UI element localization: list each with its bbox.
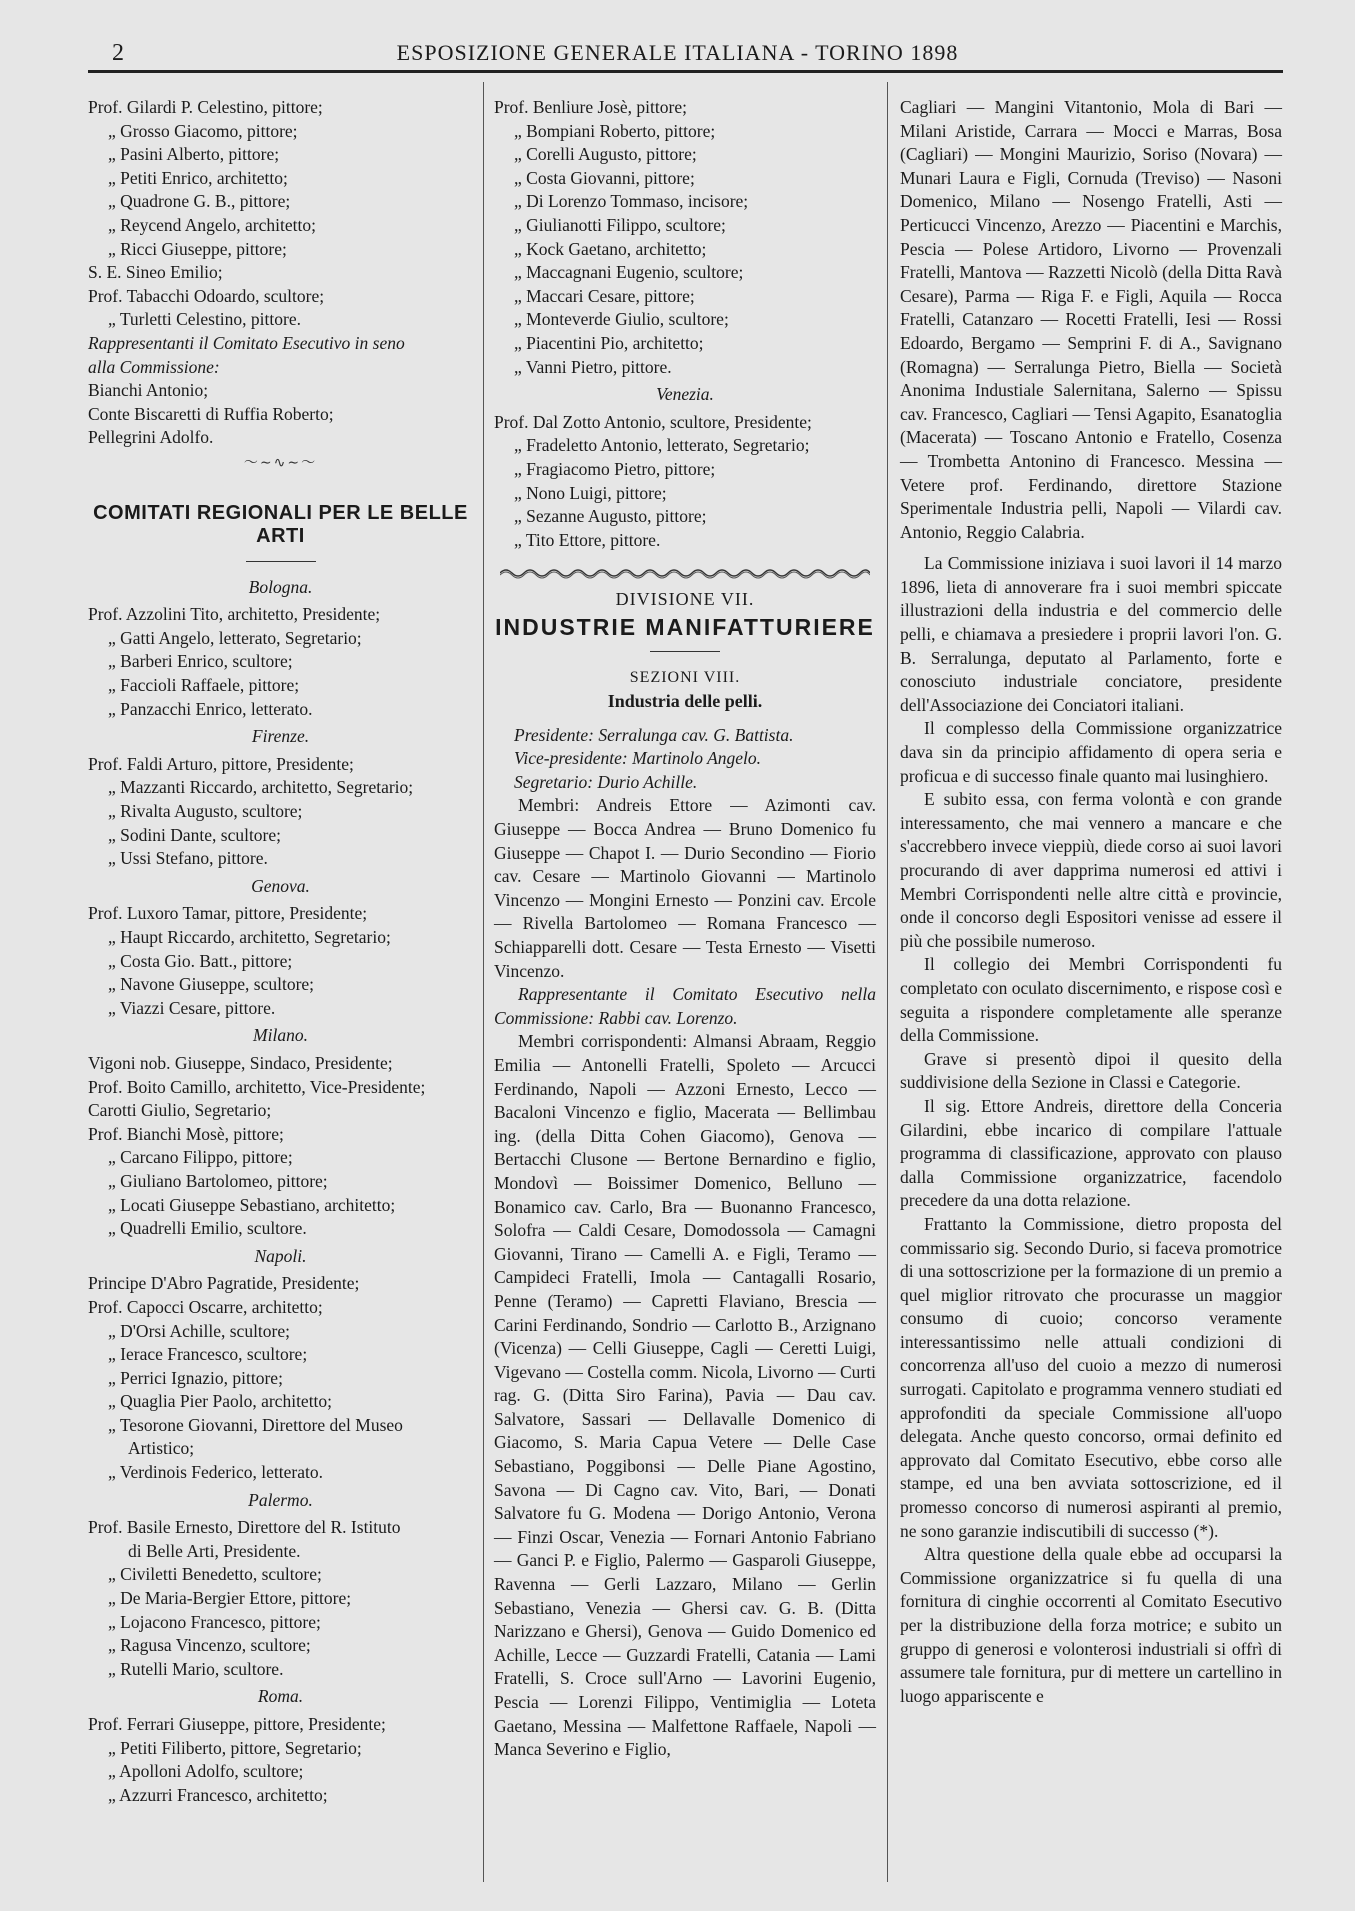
list-item: Prof. Luxoro Tamar, pittore, Presidente;: [88, 903, 368, 924]
list-item: „ Corelli Augusto, pittore;: [514, 144, 697, 165]
representatives-heading-cont: alla Commissione:: [88, 356, 220, 377]
body-paragraph: E subito essa, con ferma volontà e con grande interessamento, che mai vennero a mancare e che s'accrebbero invece vieppiù, diede corso ai suoi lavori procurando di aver dapprima numerosi ed attivi i Membri Corrispondenti nelle altre città e provincie, onde il concorso degli Espositori venisse ad essere il più che possibile numeroso.: [900, 789, 1282, 951]
column-divider: [887, 82, 888, 1882]
body-paragraph: Frattanto la Commissione, dietro proposta del commissario sig. Secondo Durio, si faceva promotrice di una sottoscrizione per la formazione di un premio a quel miglior ritrovato che procurasse un maggior consumo di cuoio; concorso veramente interessantissimo nelle attuali condizioni di concorrenza all'uso del cuoio a mezzo di numerosi surrogati. Capitolato e programma vennero studiati ed approfonditi da speciale Commissione all'uopo delegata. Anche questo concorso, ormai definito ed approvato dal Comitato Esecutivo, ebbe corso alle stampe, ed una ben avviata sottoscrizione, ed il promesso concorso di numerosi aspiranti al premio, ne sono garanzie indiscutibili di successo (*).: [900, 1213, 1282, 1541]
list-item: „ Nono Luigi, pittore;: [514, 482, 667, 503]
list-item: Prof. Gilardi P. Celestino, pittore;: [88, 97, 323, 117]
list-item: „ Perrici Ignazio, pittore;: [108, 1367, 283, 1388]
list-item: „ Turletti Celestino, pittore.: [108, 309, 301, 330]
corresponding-members-paragraph: Membri corrispondenti: Almansi Abraam, Reggio Emilia — Antonelli Fratelli, Spoleto — Arcucci Ferdinando, Napoli — Azzoni Ernesto, Lecco — Bacaloni Vincenzo e figlio, Macerata — Bellimbau ing. (della Ditta Cohen Giacomo), Genova — Bertacchi Clusone — Bertone Bernardino e figlio, Mondovì — Boissimer Domenico, Belluno — Bonamico cav. Carlo, Bra — Buonanno Francesco, Solofra — Caldi Cesare, Domodossola — Camagni Giovanni, Tirano — Camelli A. e Figli, Teramo — Campideci Fratelli, Imola — Cantagalli Rosario, Penne (Teramo) — Capretti Flaviano, Brescia — Carini Ferdinando, Sondrio — Carlotto B., Arzignano (Vicenza) — Celli Giuseppe, Cagli — Ceretti Luigi, Vigevano — Costella comm. Nicola, Livorno — Curti rag. G. (Ditta Siro Farina), Pavia — Dau cav. Salvatore, Sassari — Dellavalle Domenico di Giacomo, S. Maria Capua Vetere — Delle Case Sebastiano, Poggibonsi — Delle Piane Agostino, Savona — Di Cagno cav. Vito, Bari, — Donati Salvatore fu G. Modena — Dorigo Antonio, Verona — Finzi Oscar, Venezia — Fornari Antonio Fabriano — Ganci P. e Figlio, Palermo — Gasparoli Giuseppe, Ravenna — Gerli Lazzaro, Milano — Gerlin Sebastiano, Venezia — Ghersi cav. G. B. (Ditta Narizzano e Ghersi), Genova — Guido Domenico ed Achille, Lecce — Guzzardi Fratelli, Catania — Lami Fratelli, S. Croce sull'Arno — Lavorini Eugenio, Pescia — Lorenzi Filippo, Ventimiglia — Loteta Gaetano, Messina — Malfettone Raffaele, Napoli — Manca Severino e Figlio,: [494, 1031, 876, 1760]
president-line: Presidente: Serralunga cav. G. Battista.: [514, 724, 794, 745]
list-item: „ Fradeletto Antonio, letterato, Segretario;: [514, 435, 810, 456]
city-heading: Napoli.: [254, 1245, 307, 1266]
list-item: „ Grosso Giacomo, pittore;: [108, 120, 298, 141]
list-item: „ Ierace Francesco, scultore;: [108, 1344, 308, 1365]
list-item: „ Ricci Giuseppe, pittore;: [108, 238, 287, 259]
representatives-heading: Rappresentanti il Comitato Esecutivo in seno: [88, 332, 405, 353]
list-item: Prof. Ferrari Giuseppe, pittore, Presidente;: [88, 1714, 386, 1734]
list-item: „ Civiletti Benedetto, scultore;: [108, 1564, 322, 1585]
vice-president-line: Vice-presidente: Martinolo Angelo.: [514, 748, 762, 769]
list-item: Prof. Basile Ernesto, Direttore del R. Istituto: [88, 1517, 401, 1538]
representative-paragraph: Rappresentante il Comitato Esecutivo nella Commissione: Rabbi cav. Lorenzo.: [494, 984, 876, 1028]
list-item: Prof. Bianchi Mosè, pittore;: [88, 1123, 284, 1144]
list-item: Artistico;: [128, 1438, 195, 1459]
city-heading: Milano.: [253, 1025, 308, 1046]
city-heading: Genova.: [251, 875, 310, 896]
list-item: Prof. Tabacchi Odoardo, scultore;: [88, 285, 325, 306]
list-item: „ Monteverde Giulio, scultore;: [514, 309, 729, 330]
list-item: „ Fragiacomo Pietro, pittore;: [514, 458, 716, 479]
list-item: „ Rutelli Mario, scultore.: [108, 1658, 284, 1679]
list-item: Prof. Azzolini Tito, architetto, Presidente;: [88, 604, 381, 625]
list-item: „ Faccioli Raffaele, pittore;: [108, 675, 300, 696]
header-rule: [88, 70, 1283, 73]
list-item: „ Quadrone G. B., pittore;: [108, 191, 291, 212]
column-right: [900, 96, 1282, 1708]
list-item: „ Navone Giuseppe, scultore;: [108, 974, 315, 995]
list-item: Prof. Boito Camillo, architetto, Vice-Presidente;: [88, 1076, 426, 1097]
list-item: Prof. Capocci Oscarre, architetto;: [88, 1296, 323, 1317]
list-item: „ Pasini Alberto, pittore;: [108, 144, 280, 165]
list-item: „ Verdinois Federico, letterato.: [108, 1462, 323, 1483]
list-item: di Belle Arti, Presidente.: [128, 1540, 301, 1561]
corresponding-members-continuation: Cagliari — Mangini Vitantonio, Mola di Bari — Milani Aristide, Carrara — Mocci e Marras, Bosa (Cagliari) — Mongini Maurizio, Soriso (Novara) — Munari Laura e Figli, Cornuda (Treviso) — Nasoni Domenico, Milano — Nosengo Fratelli, Asti — Perticucci Vincenzo, Arezzo — Piacentini e Marchis, Pescia — Polese Artidoro, Livorno — Provenzali Fratelli, Mantova — Razzetti Nicolò (della Ditta Ravà Cesare), Parma — Riga F. e Figli, Aquila — Rocca Fratelli, Catanzaro — Rocetti Fratelli, Iesi — Rossi Edoardo, Bergamo — Semprini F. di A., Savignano (Romagna) — Serralunga Pietro, Biella — Società Anonima Industiale Salernitana, Salerno — Spissu cav. Francesco, Cagliari — Tensi Agapito, Esanatoglia (Macerata) — Toscano Antonio e Fratello, Cosenza — Trombetta Antonino di Francesco. Messina — Vetere prof. Ferdinando, direttore Stazione Sperimentale Industria pelli, Napoli — Vilardi cav. Antonio, Reggio Calabria.: [900, 97, 1282, 542]
list-item: „ Bompiani Roberto, pittore;: [514, 120, 716, 141]
short-rule: [246, 561, 316, 562]
body-paragraph: Il collegio dei Membri Corrispondenti fu completato con oculato discernimento, e rispose così e seguita a rispondere completamente alle speranze della Commissione.: [900, 954, 1282, 1046]
body-paragraph: Il sig. Ettore Andreis, direttore della Conceria Gilardini, ebbe incarico di compilare l'attuale programma di classificazione, approvato con plauso dalla Commissione organizzatrice, facendolo precedere da una dotta relazione.: [900, 1095, 1282, 1211]
division-label: DIVISIONE VII.: [615, 589, 755, 610]
list-item: „ Rivalta Augusto, scultore;: [108, 801, 303, 822]
section-label: SEZIONI VIII.: [629, 669, 741, 687]
list-item: Bianchi Antonio;: [88, 380, 209, 401]
list-item: „ Piacentini Pio, architetto;: [514, 332, 704, 353]
city-heading: Venezia.: [656, 384, 714, 405]
list-item: „ Quaglia Pier Paolo, architetto;: [108, 1391, 333, 1412]
body-paragraph: Il complesso della Commissione organizzatrice dava sin da principio affidamento di opera seria e proficua e di successo finale quanto mai lusinghiero.: [900, 718, 1282, 786]
list-item: „ Vanni Pietro, pittore.: [514, 356, 672, 377]
list-item: „ Lojacono Francesco, pittore;: [108, 1611, 321, 1632]
body-paragraph: Grave si presentò dipoi il quesito della suddivisione della Sezione in Classi e Categorie.: [900, 1048, 1282, 1093]
list-item: „ Tesorone Giovanni, Direttore del Museo: [108, 1414, 403, 1435]
list-item: „ Costa Giovanni, pittore;: [514, 167, 695, 188]
list-item: Principe D'Abro Pagratide, Presidente;: [88, 1273, 360, 1294]
list-item: „ Sezanne Augusto, pittore;: [514, 506, 707, 527]
list-item: „ Tito Ettore, pittore.: [514, 529, 661, 550]
section-heading: COMITATI REGIONALI PER LE BELLE ARTI: [93, 501, 468, 548]
list-item: „ Azzurri Francesco, architetto;: [108, 1784, 328, 1805]
list-item: Prof. Benliure Josè, pittore;: [494, 97, 687, 117]
column-middle: [494, 96, 876, 1762]
ornament-divider: [494, 562, 876, 574]
list-item: „ Petiti Enrico, architetto;: [108, 167, 288, 188]
list-item: „ Costa Gio. Batt., pittore;: [108, 950, 293, 971]
list-item: „ Maccagnani Eugenio, scultore;: [514, 262, 744, 283]
list-item: „ D'Orsi Achille, scultore;: [108, 1320, 290, 1341]
list-item: „ Mazzanti Riccardo, architetto, Segretario;: [108, 777, 414, 798]
list-item: „ Gatti Angelo, letterato, Segretario;: [108, 627, 362, 648]
list-item: Vigoni nob. Giuseppe, Sindaco, Presidente;: [88, 1052, 393, 1073]
list-item: „ Viazzi Cesare, pittore.: [108, 997, 276, 1018]
list-item: „ Sodini Dante, scultore;: [108, 824, 282, 845]
list-item: „ Ragusa Vincenzo, scultore;: [108, 1635, 311, 1656]
list-item: „ Haupt Riccardo, architetto, Segretario;: [108, 927, 391, 947]
list-item: „ Di Lorenzo Tommaso, incisore;: [514, 191, 749, 212]
list-item: „ Maccari Cesare, pittore;: [514, 285, 695, 306]
list-item: Prof. Faldi Arturo, pittore, Presidente;: [88, 753, 354, 774]
list-item: „ Petiti Filiberto, pittore, Segretario;: [108, 1737, 362, 1758]
members-paragraph: Membri: Andreis Ettore — Azimonti cav. Giuseppe — Bocca Andrea — Bruno Domenico fu Giuseppe — Chapot I. — Durio Secondino — Fiorio cav. Cesare — Martinolo Giovanni — Martinolo Vincenzo — Mongini Ernesto — Ponzini cav. Ercole — Rivella Bartolomeo — Romana Francesco — Schiapparelli dott. Cesare — Testa Ernesto — Visetti Vincenzo.: [494, 795, 876, 981]
list-item: „ Giulianotti Filippo, scultore;: [514, 214, 726, 235]
list-item: Carotti Giulio, Segretario;: [88, 1100, 272, 1121]
column-left: [88, 96, 473, 1807]
short-rule: [650, 651, 720, 652]
city-heading: Bologna.: [248, 576, 313, 597]
list-item: „ Apolloni Adolfo, scultore;: [108, 1761, 304, 1782]
list-item: Prof. Dal Zotto Antonio, scultore, Presidente;: [494, 411, 812, 432]
section-title: Industria delle pelli.: [607, 691, 763, 712]
list-item: „ Kock Gaetano, architetto;: [514, 238, 707, 259]
page-number: 2: [112, 40, 124, 66]
ornament-divider: ～∼∿∼～: [243, 455, 318, 471]
running-title: ESPOSIZIONE GENERALE ITALIANA - TORINO 1898: [396, 40, 959, 65]
list-item: „ Locati Giuseppe Sebastiano, architetto;: [108, 1194, 396, 1215]
list-item: „ Giuliano Bartolomeo, pittore;: [108, 1170, 328, 1191]
list-item: „ Quadrelli Emilio, scultore.: [108, 1218, 307, 1239]
list-item: „ Carcano Filippo, pittore;: [108, 1147, 293, 1168]
list-item: „ Panzacchi Enrico, letterato.: [108, 698, 313, 719]
city-heading: Firenze.: [251, 726, 310, 747]
body-paragraph: La Commissione iniziava i suoi lavori il 14 marzo 1896, lieta di annoverare fra i suoi membri spiccate illustrazioni della industria e del commercio delle pelli, e chiamava a presiedere i proprii lavori l'on. G. B. Serralunga, deputato al Parlamento, forte e conosciuto industriale conciatore, presidente dell'Associazione dei Conciatori italiani.: [900, 553, 1282, 715]
list-item: „ Barberi Enrico, scultore;: [108, 651, 293, 672]
list-item: „ Ussi Stefano, pittore.: [108, 848, 268, 869]
city-heading: Palermo.: [248, 1489, 313, 1510]
list-item: Conte Biscaretti di Ruffia Roberto;: [88, 403, 334, 424]
body-paragraph: Altra questione della quale ebbe ad occuparsi la Commissione organizzatrice si fu quella di una fornitura di cinghie occorrenti al Comitato Esecutivo per la distribuzione della forza motrice; e subito un gruppo di generosi e volonterosi industriali si offrì di assumere tale fornitura, pur di mettere un cartellino in luogo appariscente e: [900, 1544, 1282, 1706]
list-item: „ Reycend Angelo, architetto;: [108, 214, 316, 235]
list-item: „ De Maria-Bergier Ettore, pittore;: [108, 1588, 352, 1609]
list-item: Pellegrini Adolfo.: [88, 427, 214, 448]
secretary-line: Segretario: Durio Achille.: [514, 771, 698, 792]
list-item: S. E. Sineo Emilio;: [88, 262, 223, 283]
division-title: INDUSTRIE MANIFATTURIERE: [495, 613, 875, 640]
city-heading: Roma.: [257, 1686, 304, 1707]
column-divider: [483, 82, 484, 1882]
